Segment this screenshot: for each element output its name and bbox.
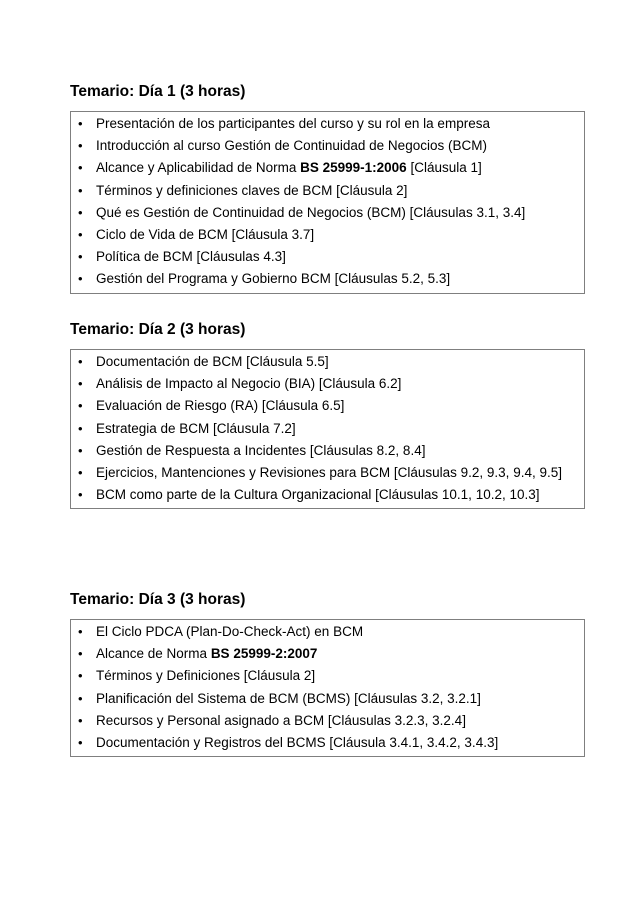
topics-list	[77, 113, 578, 291]
list-item: • Introducción al curso Gestión de Continuidad de Negocios (BCM)	[77, 135, 578, 157]
list-item: • Ciclo de Vida de BCM [Cláusula 3.7]	[77, 224, 578, 246]
section-day-1	[70, 82, 585, 294]
section-title: Temario: Día 1 (3 horas)	[70, 83, 246, 100]
list-item: • Qué es Gestión de Continuidad de Negocios (BCM) [Cláusulas 3.1, 3.4]	[77, 202, 578, 224]
section-day-2	[70, 320, 585, 509]
list-item: • El Ciclo PDCA (Plan-Do-Check-Act) en BCM	[77, 621, 578, 643]
topics-list	[77, 351, 578, 506]
list-item: • Recursos y Personal asignado a BCM [Cláusulas 3.2.3, 3.2.4]	[77, 710, 578, 732]
list-item: • Estrategia de BCM [Cláusula 7.2]	[77, 418, 578, 440]
list-item: • Planificación del Sistema de BCM (BCMS) [Cláusulas 3.2, 3.2.1]	[77, 688, 578, 710]
section-title: Temario: Día 3 (3 horas)	[70, 591, 246, 608]
list-item: • Alcance y Aplicabilidad de Norma BS 25999-1:2006 [Cláusula 1]	[77, 157, 578, 179]
list-item: • Alcance de Norma BS 25999-2:2007	[77, 643, 578, 665]
section-title: Temario: Día 2 (3 horas)	[70, 321, 246, 338]
section-day-3	[70, 590, 585, 757]
topics-box	[70, 111, 585, 294]
list-item: • Documentación y Registros del BCMS [Cláusula 3.4.1, 3.4.2, 3.4.3]	[77, 732, 578, 754]
list-item: • Evaluación de Riesgo (RA) [Cláusula 6.5]	[77, 395, 578, 417]
list-item: • Documentación de BCM [Cláusula 5.5]	[77, 351, 578, 373]
list-item: • Términos y definiciones claves de BCM [Cláusula 2]	[77, 180, 578, 202]
topics-box	[70, 619, 585, 757]
topics-box	[70, 349, 585, 509]
list-item: • Política de BCM [Cláusulas 4.3]	[77, 246, 578, 268]
list-item: • Gestión de Respuesta a Incidentes [Cláusulas 8.2, 8.4]	[77, 440, 578, 462]
list-item: • Términos y Definiciones [Cláusula 2]	[77, 665, 578, 687]
list-item: • Ejercicios, Mantenciones y Revisiones para BCM [Cláusulas 9.2, 9.3, 9.4, 9.5]	[77, 462, 578, 484]
list-item: • Presentación de los participantes del curso y su rol en la empresa	[77, 113, 578, 135]
list-item: • BCM como parte de la Cultura Organizacional [Cláusulas 10.1, 10.2, 10.3]	[77, 484, 578, 506]
list-item: • Análisis de Impacto al Negocio (BIA) [Cláusula 6.2]	[77, 373, 578, 395]
topics-list	[77, 621, 578, 754]
list-item: • Gestión del Programa y Gobierno BCM [Cláusulas 5.2, 5.3]	[77, 268, 578, 290]
